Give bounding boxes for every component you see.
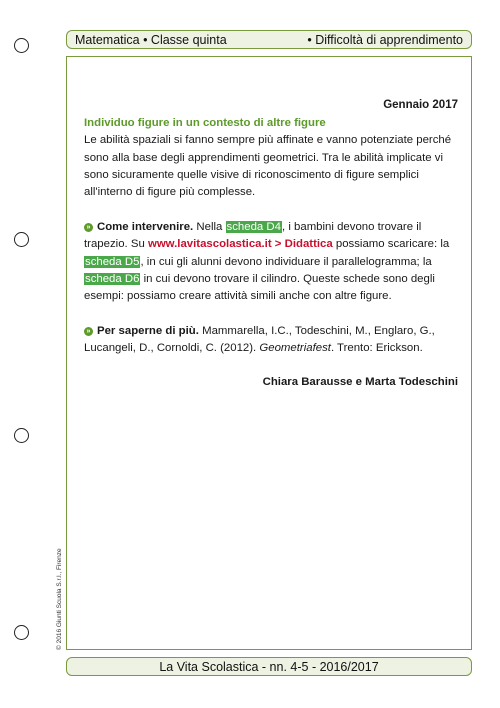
binder-hole-1 [14, 38, 29, 53]
article-authors: Chiara Barausse e Marta Todeschini [262, 375, 458, 388]
copyright-notice: © 2016 Giunti Scuola S.r.l., Firenze [56, 548, 63, 650]
article [84, 97, 458, 391]
website-link[interactable]: www.lavitascolastica.it > Didattica [147, 238, 333, 251]
scheda-d6-link[interactable]: scheda D6 [85, 272, 140, 285]
article-intro: Le abilità spaziali si fanno sempre più affinate e vanno potenziate perché sono alla base degli apprendimenti geometrici. Tra le abilità implicate vi sono sicuramente quelle visive di riconoscimento di figure semplici all'interno di figure più complesse. [84, 134, 452, 199]
how-to-intervene-paragraph: » Come intervenire. Nella scheda D4, i bambini devono trovare il trapezio. Su www.lavitascolastica.it > Didattica possiamo scaricare: la scheda D5, in cui gli alunni devono individuare il parallelogramma; la scheda D6 in cui devono trovare il cilindro. Queste schede sono degli esempi: possiamo creare attività simili anche con altre figure. [84, 221, 450, 303]
binder-hole-2 [14, 232, 29, 247]
article-date: Gennaio 2017 [383, 99, 458, 111]
article-heading: Individuo figure in un contesto di altre figure [84, 117, 326, 130]
how-lead: Come intervenire. [97, 221, 194, 234]
further-reading-paragraph: » Per saperne di più. Mammarella, I.C., Todeschini, M., Englaro, G., Lucangeli, D., Cornoldi, C. (2012). Geometriafest. Trento: Erickson. [84, 325, 435, 355]
header-topic: • Difficoltà di apprendimento [307, 32, 463, 47]
binder-hole-4 [14, 625, 29, 640]
more-lead: Per saperne di più. [97, 325, 199, 338]
header-bar [66, 30, 472, 49]
bullet-arrow-icon: » [84, 223, 93, 232]
footer-text: La Vita Scolastica - nn. 4-5 - 2016/2017 [159, 659, 379, 674]
binder-hole-3 [14, 428, 29, 443]
scheda-d4-link[interactable]: scheda D4 [226, 221, 281, 234]
header-subject: Matematica • Classe quinta [75, 32, 227, 47]
footer-bar [66, 657, 472, 676]
bullet-arrow-icon: » [84, 327, 93, 336]
book-title: Geometriafest [259, 342, 331, 355]
scheda-d5-link[interactable]: scheda D5 [85, 255, 140, 268]
